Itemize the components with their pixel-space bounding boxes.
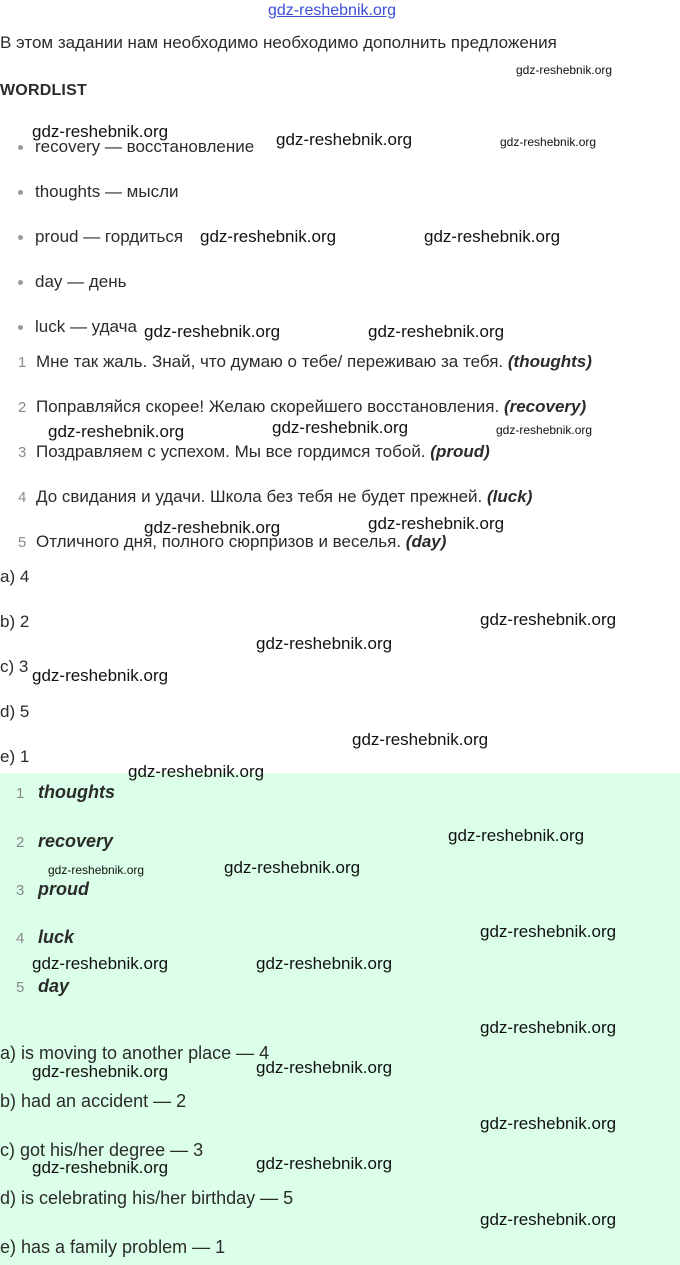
answer-number: 4 <box>16 930 25 947</box>
answer-word: day <box>38 976 70 996</box>
watermark: gdz-reshebnik.org <box>32 1062 169 1081</box>
matching-item: a) 4 <box>0 567 30 586</box>
watermark: gdz-reshebnik.org <box>480 1018 617 1037</box>
sentence-text: Мне так жаль. Знай, что думаю о тебе/ переживаю за тебя. <box>36 352 504 371</box>
answer-word: thoughts <box>38 782 115 802</box>
sentence-number: 3 <box>18 444 27 461</box>
watermark: gdz-reshebnik.org <box>48 863 145 877</box>
matching-item: b) 2 <box>0 612 30 631</box>
sentence-answer: (proud) <box>430 442 490 461</box>
sentence-item <box>18 442 490 462</box>
watermark: gdz-reshebnik.org <box>496 423 593 437</box>
wordlist-item-text: recovery — восстановление <box>35 137 255 156</box>
answer-number: 3 <box>16 882 25 899</box>
wordlist-item <box>18 317 137 337</box>
answer-word-item <box>16 831 113 852</box>
watermark: gdz-reshebnik.org <box>480 922 617 941</box>
watermark: gdz-reshebnik.org <box>480 1210 617 1229</box>
watermark: gdz-reshebnik.org <box>32 954 169 973</box>
sentence-number: 5 <box>18 534 27 551</box>
watermark: gdz-reshebnik.org <box>448 826 585 845</box>
bullet-icon <box>18 190 23 195</box>
watermark: gdz-reshebnik.org <box>256 1154 393 1173</box>
answer-number: 2 <box>16 834 25 851</box>
wordlist-title: WORDLIST <box>0 82 87 99</box>
answer-word-item <box>16 927 74 948</box>
answer-match-item: b) had an accident — 2 <box>0 1091 187 1111</box>
sentence-text: Отличного дня, полного сюрпризов и веселья. <box>36 532 402 551</box>
watermark: gdz-reshebnik.org <box>368 514 505 533</box>
watermark: gdz-reshebnik.org <box>32 1158 169 1177</box>
watermark: gdz-reshebnik.org <box>480 1114 617 1133</box>
sentence-number: 1 <box>18 354 27 371</box>
sentence-item <box>18 487 532 507</box>
sentence-number: 4 <box>18 489 27 506</box>
matching-item: d) 5 <box>0 702 30 721</box>
answer-word: proud <box>38 879 89 899</box>
sentence-text: Поправляйся скорее! Желаю скорейшего восстановления. <box>36 397 500 416</box>
intro-text: В этом задании нам необходимо необходимо дополнить предложения <box>0 33 557 52</box>
watermark: gdz-reshebnik.org <box>224 858 361 877</box>
watermark: gdz-reshebnik.org <box>128 762 265 781</box>
sentence-answer: (day) <box>405 532 447 551</box>
wordlist-item-text: day — день <box>35 272 127 291</box>
answer-match-item: d) is celebrating his/her birthday — 5 <box>0 1188 294 1208</box>
watermark: gdz-reshebnik.org <box>256 954 393 973</box>
wordlist-item <box>18 272 126 292</box>
sentence-number: 2 <box>18 399 27 416</box>
matching-item: c) 3 <box>0 657 29 676</box>
sentence-text: Поздравляем с успехом. Мы все гордимся тобой. <box>36 442 426 461</box>
answer-match-item: e) has a family problem — 1 <box>0 1237 226 1257</box>
watermark: gdz-reshebnik.org <box>256 634 393 653</box>
watermark: gdz-reshebnik.org <box>256 1058 393 1077</box>
answer-word-item <box>16 879 89 900</box>
watermark: gdz-reshebnik.org <box>516 63 613 77</box>
matching-item: e) 1 <box>0 747 30 766</box>
watermark: gdz-reshebnik.org <box>276 130 413 149</box>
sentence-answer: (recovery) <box>503 397 587 416</box>
watermark: gdz-reshebnik.org <box>272 418 409 437</box>
watermark: gdz-reshebnik.org <box>424 227 561 246</box>
watermark: gdz-reshebnik.org <box>200 227 337 246</box>
answer-match-item: c) got his/her degree — 3 <box>0 1140 204 1160</box>
watermark: gdz-reshebnik.org <box>32 122 169 141</box>
watermark: gdz-reshebnik.org <box>368 322 505 341</box>
watermark: gdz-reshebnik.org <box>480 610 617 629</box>
sentence-answer: (thoughts) <box>507 352 592 371</box>
wordlist-item-text: luck — удача <box>35 317 137 336</box>
sentence-item <box>18 397 586 417</box>
answer-word-item <box>16 976 69 997</box>
sentence-item <box>18 352 592 372</box>
bullet-icon <box>18 325 23 330</box>
answer-word: luck <box>38 927 75 947</box>
wordlist-item <box>18 227 183 247</box>
answer-match-item: a) is moving to another place — 4 <box>0 1043 270 1063</box>
sentence-answer: (luck) <box>487 487 533 506</box>
bullet-icon <box>18 280 23 285</box>
watermark: gdz-reshebnik.org <box>352 730 489 749</box>
sentence-text: До свидания и удачи. Школа без тебя не будет прежней. <box>36 487 483 506</box>
bullet-icon <box>18 145 23 150</box>
answer-number: 1 <box>16 785 25 802</box>
answer-number: 5 <box>16 979 25 996</box>
bullet-icon <box>18 235 23 240</box>
wordlist-item-text: thoughts — мысли <box>35 182 179 201</box>
watermark: gdz-reshebnik.org <box>500 135 597 149</box>
wordlist-item <box>18 182 179 202</box>
wordlist-item-text: proud — гордиться <box>35 227 184 246</box>
site-link[interactable]: gdz-reshebnik.org <box>268 2 397 19</box>
watermark: gdz-reshebnik.org <box>144 518 281 537</box>
watermark: gdz-reshebnik.org <box>144 322 281 341</box>
answer-word: recovery <box>38 831 114 851</box>
answer-word-item <box>16 782 115 803</box>
watermark: gdz-reshebnik.org <box>48 422 185 441</box>
watermark: gdz-reshebnik.org <box>32 666 169 685</box>
